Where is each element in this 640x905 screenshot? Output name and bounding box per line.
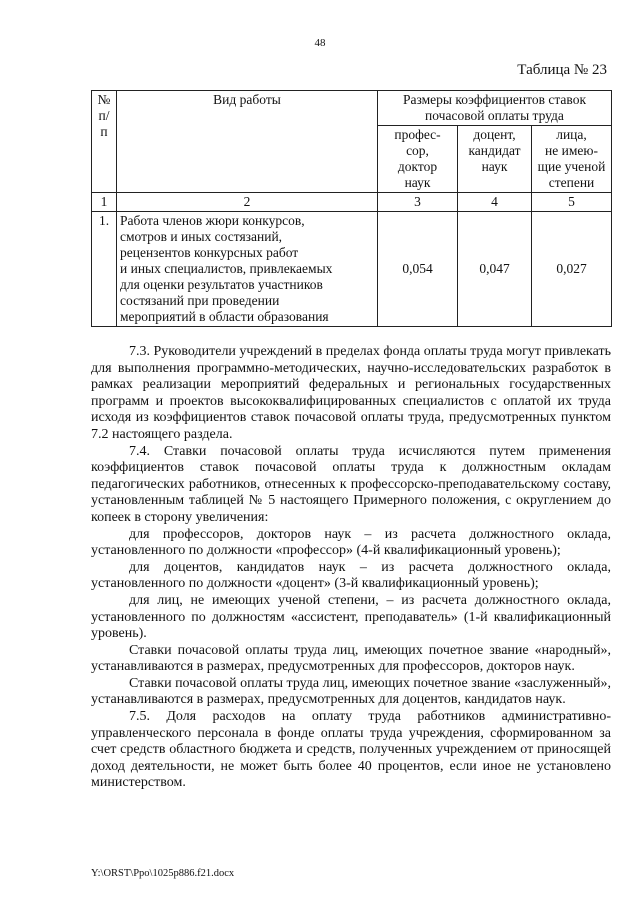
row-num: 1. [92, 212, 117, 327]
row-professor-value: 0,054 [378, 212, 458, 327]
column-number: 1 [92, 193, 117, 212]
column-number: 2 [117, 193, 378, 212]
paragraph-narodny: Ставки почасовой оплаты труда лиц, имеющих почетное звание «народный», устанавливаются в размерах, предусмотренных для профессоров, докторов наук. [91, 642, 611, 675]
row-no-degree-value: 0,027 [532, 212, 612, 327]
header-docent: доцент, кандидат наук [458, 126, 532, 193]
page-number: 48 [314, 37, 326, 49]
row-docent-value: 0,047 [458, 212, 532, 327]
paragraph-no-degree: для лиц, не имеющих ученой степени, – из расчета должностного оклада, установленного по должностям «ассистент, преподаватель» (1-й квалификационный уровень). [91, 592, 611, 642]
table-row [92, 212, 612, 327]
column-number: 3 [378, 193, 458, 212]
header-professor: профес- сор, доктор наук [378, 126, 458, 193]
header-no-degree: лица, не имею- щие ученой степени [532, 126, 612, 193]
paragraph-7-4: 7.4. Ставки почасовой оплаты труда исчисляются путем применения коэффициентов ставок почасовой оплаты труда к должностным окладам педагогических работников, отнесенных к профессорско-преподавательскому составу, установленным таблицей № 5 настоящего Примерного положения, с округлением до копеек в сторону увеличения: [91, 443, 611, 525]
row-work-description: Работа членов жюри конкурсов, смотров и иных состязаний, рецензентов конкурсных работ и иных специалистов, привлекаемых для оценки результатов участников состязаний при проведении мероприятий в области образования [117, 212, 378, 327]
coefficients-table [91, 90, 612, 327]
paragraph-professors: для профессоров, докторов наук – из расчета должностного оклада, установленного по должности «профессор» (4-й квалификационный уровень); [91, 526, 611, 559]
footer-file-path: Y:\ORST\Ppo\1025p886.f21.docx [91, 868, 235, 879]
header-coefficient-group: Размеры коэффициентов ставок почасовой оплаты труда [378, 91, 612, 126]
column-number: 4 [458, 193, 532, 212]
column-number: 5 [532, 193, 612, 212]
table-header-row [92, 91, 612, 126]
header-work-type: Вид работы [117, 91, 378, 193]
paragraph-docents: для доцентов, кандидатов наук – из расчета должностного оклада, установленного по должности «доцент» (3-й квалификационный уровень); [91, 559, 611, 592]
paragraph-7-5: 7.5. Доля расходов на оплату труда работников административно-управленческого персонала в фонде оплаты труда учреждения, сформированном за счет средств областного бюджета и средств, полученных учреждением от приносящей доход деятельности, не может быть более 40 процентов, если иное не установлено министерством. [91, 709, 611, 791]
table-caption: Таблица № 23 [517, 62, 607, 78]
column-number-row [92, 193, 612, 212]
body-text [91, 344, 611, 792]
paragraph-7-3: 7.3. Руководители учреждений в пределах фонда оплаты труда могут привлекать для выполнения программно-методических, научно-исследовательских разработок в рамках реализации мероприятий федеральных и региональных государственных программ и проектов высококвалифицированных специалистов с оплатой их труда исходя из коэффициентов ставок почасовой оплаты труда, предусмотренных пунктом 7.2 настоящего раздела. [91, 344, 611, 442]
header-num: № п/п [92, 91, 117, 193]
paragraph-zasluzhenny: Ставки почасовой оплаты труда лиц, имеющих почетное звание «заслуженный», устанавливаются в размерах, предусмотренных для доцентов, кандидатов наук. [91, 675, 611, 708]
